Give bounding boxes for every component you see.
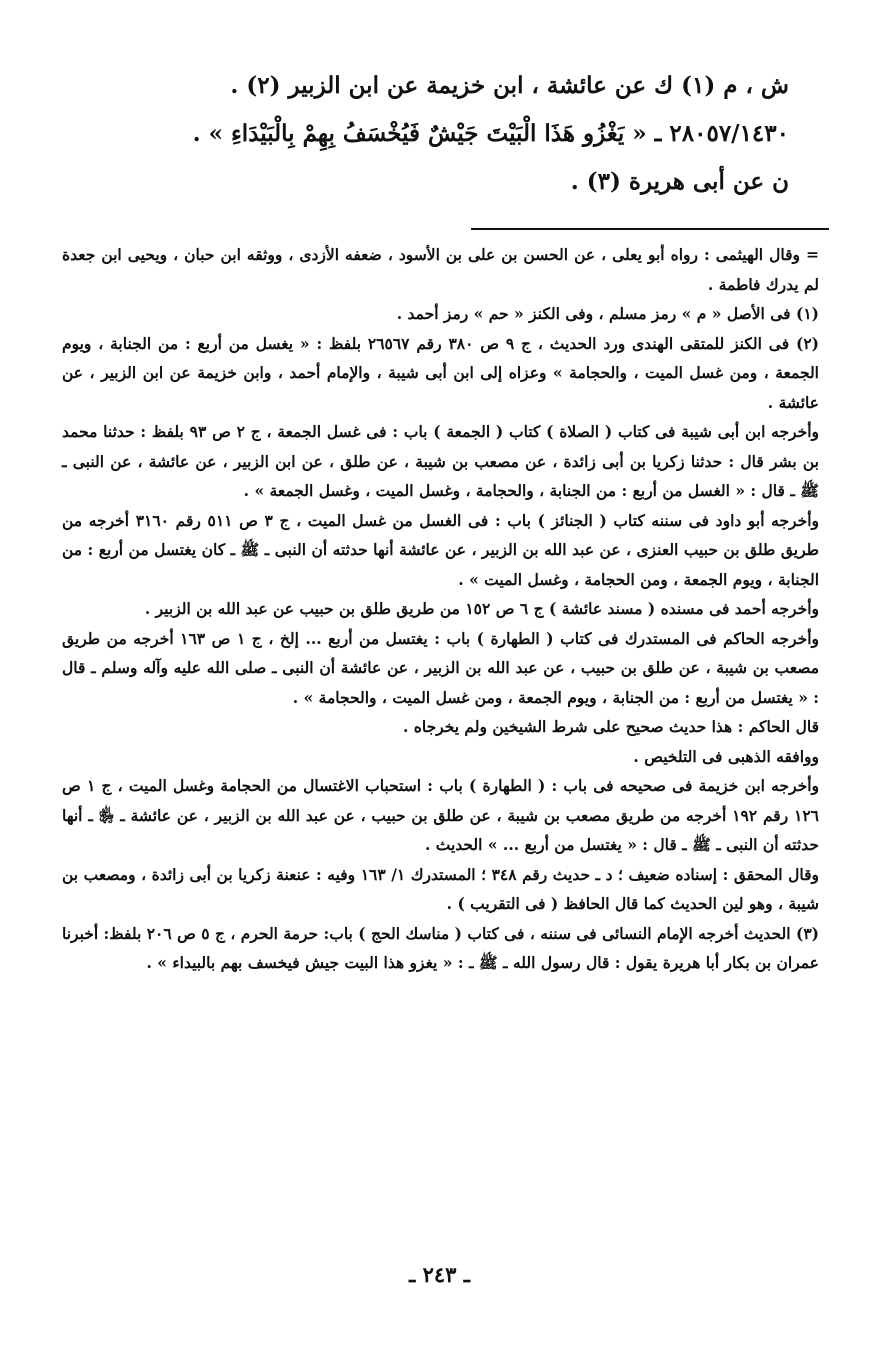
page-number: ـ ٢٤٣ ـ <box>409 1262 470 1287</box>
main-line-1: ش ، م (١) ك عن عائشة ، ابن خزيمة عن ابن الزبير (٢) . <box>230 72 789 99</box>
footnote-2-hakim: وأخرجه الحاكم فى المستدرك فى كتاب ( الطهارة ) باب : يغتسل من أربع ... إلخ ، ج ١ ص ١٦٣ أخرجه من طريق مصعب بن شيبة ، عن طلق بن حبيب ، عن عبد الله بن الزبير ، عن عائشة أن النبى ـ صلى الله عليه وآله وسلم ـ قال : « يغتسل من أربع : من الجنابة ، ويوم الجمعة ، ومن غسل الميت ، والحجامة » . <box>62 628 819 707</box>
main-text-block <box>60 62 789 206</box>
footnote-1: (١) فى الأصل « م » رمز مسلم ، وفى الكنز « حم » رمز أحمد . <box>396 304 819 323</box>
footnote-2: (٢) فى الكنز للمتقى الهندى ورد الحديث ، ج ٩ ص ٣٨٠ رقم ٢٦٥٦٧ بلفظ : « يغسل من أربع : من الجنابة ، ويوم الجمعة ، ومن غسل الميت ، والحجامة » وعزاه إلى ابن أبى شيبة ، والإمام أحمد ، وابن خزيمة عن ابن الزبير ، عن عائشة . <box>62 333 819 412</box>
footnote-3: (٣) الحديث أخرجه الإمام النسائى فى سننه ، فى كتاب ( مناسك الحج ) باب: حرمة الحرم ، ج ٥ ص ٢٠٦ بلفظ: أخبرنا عمران بن بكار أبا هريرة يقول : قال رسول الله ـ ﷺ ـ : « يغزو هذا البيت جيش فيخسف بهم بالبيداء » . <box>62 923 819 972</box>
footnote-2-ibn-abi-shaybah: وأخرجه ابن أبى شيبة فى كتاب ( الصلاة ) كتاب ( الجمعة ) باب : فى غسل الجمعة ، ج ٢ ص ٩٣ بلفظ : حدثنا محمد بن بشر قال : حدثنا زكريا بن أبى زائدة ، عن مصعب بن شيبة ، عن طلق ، عن ابن الزبير ، عن عائشة ، عن النبى ـ ﷺ ـ قال : « الغسل من أربع : من الجنابة ، والحجامة ، وغسل الميت ، وغسل الجمعة » . <box>62 422 819 500</box>
footnote-2-hakim-verdict: قال الحاكم : هذا حديث صحيح على شرط الشيخين ولم يخرجاه . <box>402 717 819 736</box>
footnote-2-abu-dawud: وأخرجه أبو داود فى سننه كتاب ( الجنائز ) باب : فى الغسل من غسل الميت ، ج ٣ ص ٥١١ رقم ٣١٦٠ أخرجه من طريق طلق بن حبيب العنزى ، عن عبد الله بن الزبير ، عن عائشة أنها حدثته أن النبى ـ ﷺ ـ كان يغتسل من أربع : من الجنابة ، ويوم الجمعة ، ومن الحجامة ، وغسل الميت » . <box>62 510 819 589</box>
footnote-2-ahmad: وأخرجه أحمد فى مسنده ( مسند عائشة ) ج ٦ ص ١٥٢ من طريق طلق بن حبيب عن عبد الله بن الزبير . <box>144 599 819 618</box>
footnote-2-dhahabi: ووافقه الذهبى فى التلخيص . <box>633 746 819 766</box>
main-line-3: ن عن أبى هريرة (٣) . <box>570 168 789 195</box>
footnote-2-ibn-khuzaymah: وأخرجه ابن خزيمة فى صحيحه فى باب : ( الطهارة ) باب : استحباب الاغتسال من الحجامة وغسل الميت ، ج ١ ص ١٢٦ رقم ١٩٢ أخرجه من طريق مصعب بن شيبة ، عن طلق بن حبيب ، عن عبد الله بن الزبير ، عن عائشة ـ ﵂ ـ أنها حدثته أن النبى ـ ﷺ ـ قال : « يغتسل من أربع ... » الحديث . <box>62 776 819 854</box>
footnote-continuation: = وقال الهيثمى : رواه أبو يعلى ، عن الحسن بن على بن الأسود ، ضعفه الأزدى ، ووثقه ابن حبان ، ويحيى ابن جعدة لم يدرك فاطمة . <box>62 245 819 294</box>
footnote-2-muhaqqiq: وقال المحقق : إسناده ضعيف ؛ د ـ حديث رقم ٣٤٨ ؛ المستدرك ١/ ١٦٣ وفيه : عنعنة زكريا بن أبى زائدة ، ومصعب بن شيبة ، وهو لين الحديث كما قال الحافظ ( فى التقريب ) . <box>62 864 819 913</box>
main-line-hadith: ٢٨٠٥٧/١٤٣٠ ـ « يَغْزُو هَذَا الْبَيْتَ جَيْشٌ فَيُخْسَفُ بِهِمْ بِالْبَيْدَاءِ » . <box>192 120 789 147</box>
footnotes-block <box>62 240 819 978</box>
footnote-divider <box>471 228 829 230</box>
